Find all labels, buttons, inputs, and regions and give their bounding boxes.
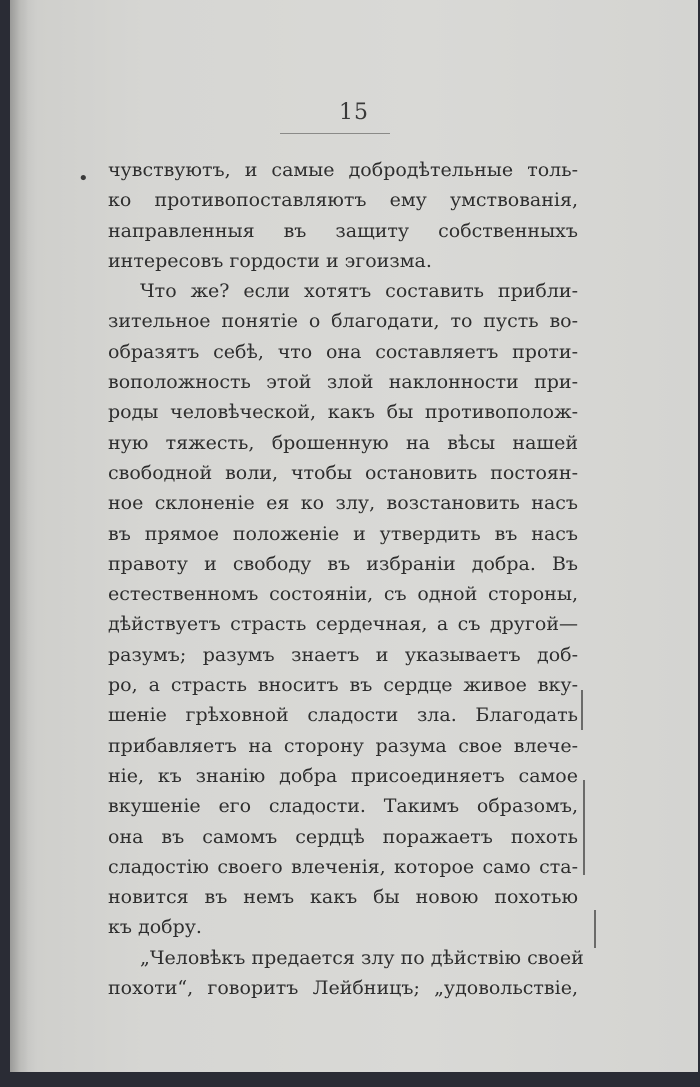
text-line: дѣйствуетъ страсть сердечная, а съ другой— [108, 613, 578, 636]
text-line: ро, а страсть вноситъ въ сердце живое вку- [108, 674, 578, 697]
text-line: прибавляетъ на сторону разума свое влече- [108, 734, 578, 757]
text-line: правоту и свободу въ избраніи добра. Въ [108, 552, 578, 575]
text-line: интересовъ гордости и эгоизма. [108, 249, 432, 272]
text-line: вкушеніе его сладости. Такимъ образомъ, [108, 795, 578, 818]
text-line: зительное понятіе о благодати, то пусть во- [108, 310, 578, 333]
book-page [10, 0, 698, 1072]
text-line: чувствуютъ, и самые добродѣтельные толь- [108, 159, 578, 181]
text-line: она въ самомъ сердцѣ поражаетъ похоть [108, 825, 578, 848]
text-line: похоти“, говоритъ Лейбницъ; „удовольствіе, [108, 977, 578, 1000]
text-line: ную тяжесть, брошенную на вѣсы нашей [108, 431, 578, 454]
text-line: къ добру. [108, 916, 202, 939]
text-line: въ прямое положеніе и утвердить въ насъ [108, 522, 578, 545]
text-line: сладостію своего влеченія, которое само ста- [108, 855, 578, 878]
text-line: роды человѣческой, какъ бы противополож- [108, 401, 578, 424]
text-line: „Человѣкъ предается злу по дѣйствію своей [140, 946, 584, 969]
text-line: свободной воли, чтобы остановить постоян- [108, 461, 578, 484]
text-line: направленныя въ защиту собственныхъ [108, 219, 578, 242]
text-line: шеніе грѣховной сладости зла. Благодать [108, 704, 578, 727]
body-text [108, 155, 584, 1003]
text-line: ніе, къ знанію добра присоединяетъ самое [108, 764, 578, 787]
page-spine-shadow [10, 0, 28, 1072]
text-line: ко противопоставляютъ ему умствованія, [108, 189, 578, 212]
text-line: новится въ немъ какъ бы новою похотью [108, 886, 578, 909]
margin-pencil-mark [583, 780, 585, 875]
margin-pencil-mark [594, 910, 596, 948]
page-number: 15 [339, 100, 369, 125]
margin-dot: • [78, 168, 89, 189]
margin-pencil-mark [581, 690, 583, 730]
text-line: образятъ себѣ, что она составляетъ проти- [108, 340, 578, 363]
text-line: воположность этой злой наклонности при- [108, 371, 578, 394]
header-rule [280, 133, 390, 134]
text-line: ное склоненіе ея ко злу, возстановить насъ [108, 492, 578, 515]
text-line: естественномъ состояніи, съ одной стороны, [108, 583, 578, 606]
text-line: разумъ; разумъ знаетъ и указываетъ доб- [108, 643, 578, 666]
text-line: Что же? если хотятъ составить прибли- [140, 280, 578, 303]
